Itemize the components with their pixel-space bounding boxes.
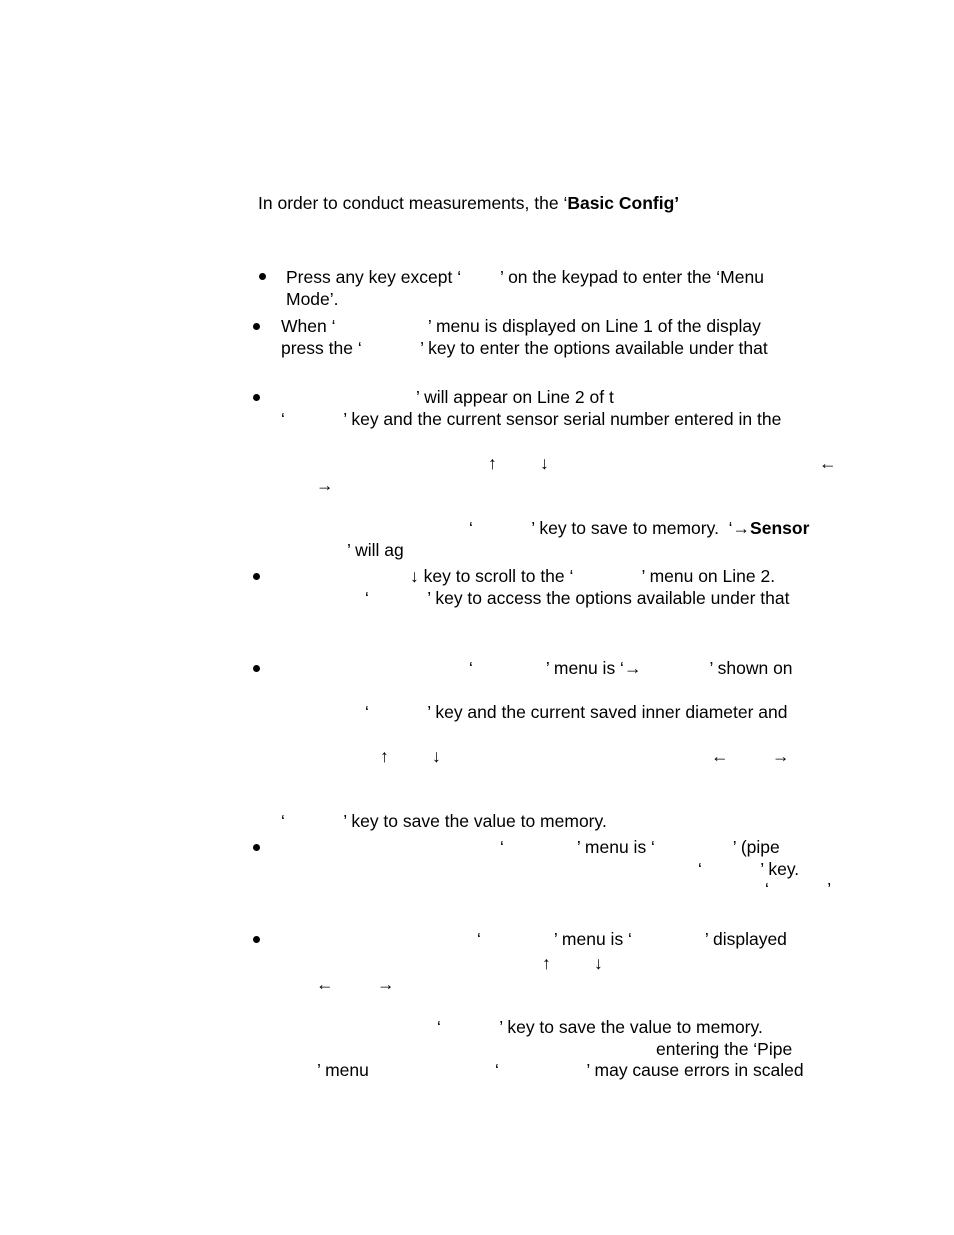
bullet-1-line-1: Press any key except ‘ ’ on the keypad to enter the ‘Menu: [286, 267, 764, 287]
bullet-7: [253, 936, 260, 943]
bullet-3: [253, 394, 260, 401]
bullet-2-line-1: When ‘ ’ menu is displayed on Line 1 of the display: [281, 316, 761, 336]
bullet-7-line-5a: ’ menu: [317, 1060, 369, 1080]
bullet-7-left-arrow: ←: [316, 974, 334, 994]
bullet-7-down-arrow: ↓: [594, 953, 603, 973]
bullet-1: [259, 273, 266, 280]
bullet-3-line-5-bold: Sensor: [750, 518, 810, 538]
bullet-3-line-5-plain: ‘ ’ key to save to memory. ‘→: [469, 518, 751, 538]
bullet-1-line-2: Mode’.: [286, 289, 339, 309]
bullet-2-line-2: press the ‘ ’ key to enter the options available under that: [281, 338, 768, 358]
bullet-3-line-6: ’ will ag: [347, 540, 404, 560]
bullet-2: [253, 323, 260, 330]
bullet-5-line-2: ‘ ’ key and the current saved inner diameter and: [365, 702, 788, 722]
bullet-5: [253, 665, 260, 672]
bullet-4-line-2: ‘ ’ key to access the options available under that: [365, 588, 790, 608]
bullet-6-line-3: ‘ ’: [765, 879, 832, 899]
bullet-7-line-4: entering the ‘Pipe: [656, 1039, 793, 1059]
bullet-5-down-arrow: ↓: [432, 746, 441, 766]
bullet-6: [253, 844, 260, 851]
bullet-5-left-arrow: ←: [711, 746, 729, 766]
bullet-5-right-arrow: →: [772, 746, 790, 766]
intro-bold: Basic Config’: [567, 193, 680, 213]
bullet-3-line-5: [469, 517, 809, 539]
bullet-3-right-arrow: →: [316, 475, 334, 495]
bullet-3-left-arrow: ←: [819, 453, 837, 473]
bullet-3-down-arrow: ↓: [540, 453, 549, 473]
intro-plain: In order to conduct measurements, the ‘: [258, 193, 568, 213]
bullet-5-up-arrow: ↑: [380, 746, 389, 766]
bullet-6-line-1: ‘ ’ menu is ‘ ’ (pipe: [500, 837, 780, 857]
bullet-4: [253, 573, 260, 580]
bullet-7-line-3: ‘ ’ key to save the value to memory.: [437, 1017, 763, 1037]
bullet-4-line-1: ↓ key to scroll to the ‘ ’ menu on Line 2.: [410, 566, 776, 586]
bullet-5-line-4: ‘ ’ key to save the value to memory.: [281, 811, 607, 831]
bullet-6-line-2: ‘ ’ key.: [698, 859, 800, 879]
bullet-7-up-arrow: ↑: [542, 953, 551, 973]
bullet-7-line-5b: ‘ ’ may cause errors in scaled: [495, 1060, 804, 1080]
bullet-7-right-arrow: →: [377, 974, 395, 994]
bullet-3-line-2: ‘ ’ key and the current sensor serial number entered in the: [281, 409, 782, 429]
bullet-3-line-1: ’ will appear on Line 2 of t: [416, 387, 614, 407]
bullet-7-line-1: ‘ ’ menu is ‘ ’ displayed: [477, 929, 787, 949]
intro-text: [258, 192, 679, 214]
bullet-5-line-1: ‘ ’ menu is ‘→ ’ shown on: [469, 658, 793, 678]
bullet-3-up-arrow: ↑: [488, 453, 497, 473]
